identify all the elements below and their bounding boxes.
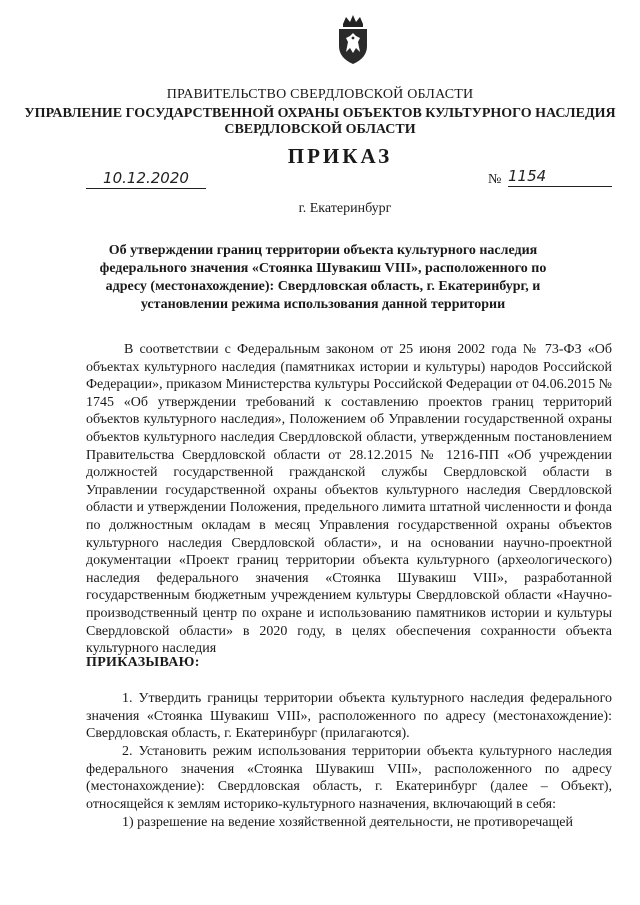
government-name: ПРАВИТЕЛЬСТВО СВЕРДЛОВСКОЙ ОБЛАСТИ — [166, 87, 474, 102]
order-subitem-1: 1) разрешение на ведение хозяйственной деятельности, не противоречащей — [122, 815, 573, 830]
date-underline — [86, 188, 206, 189]
preamble-paragraph: В соответствии с Федеральным законом от 25 июня 2002 года № 73-ФЗ «Об объектах культурного наследия (памятниках истории и культуры) народов Российской Федерации», приказом Министерства культуры Российской Федерации от 04.06.2015 № 1745 «Об утверждении требований к составлению проектов границ территорий объектов культурного наследия», Положением об Управлении государственной охраны объектов культурного наследия Свердловской области, утвержденным постановлением Правительства Свердловской области от 28.12.2015 № 1216-ПП «Об учреждении должностей государственной гражданской службы Свердловской области в Управлении государственной охраны объектов культурного наследия Свердловской области и утверждении Положения, предельного лимита штатной численности и фонда по должностным окладам в месяц Управления государственной охраны объектов культурного наследия Свердловской области», и на основании научно-проектной документации «Проект границ территории объекта культурного (археологического) наследия федерального значения «Стоянка Шувакиш VIII», разработанной государственным бюджетным учреждением культуры Свердловской области «Научно-производственный центр по охране и использованию памятников истории и культуры Свердловской области» в 2020 году, в целях обеспечения сохранности объекта культурного наследия — [86, 342, 612, 657]
department-line-1: УПРАВЛЕНИЕ ГОСУДАРСТВЕННОЙ ОХРАНЫ ОБЪЕКТОВ КУЛЬТУРНОГО НАСЛЕДИЯ — [24, 106, 616, 121]
order-date: 10.12.2020 — [103, 169, 189, 187]
document-title: ПРИКАЗ — [287, 144, 393, 168]
department-name — [0, 106, 640, 138]
order-item-2: 2. Установить режим использования территории объекта культурного наследия федерального значения «Стоянка Шувакиш VIII», расположенного по адресу (местонахождение): Свердловская область, г. Екатеринбург (далее – Объект), относящейся к землям историко-культурного назначения, включающий в себя: — [86, 744, 612, 812]
order-subject: Об утверждении границ территории объекта культурного наследия федерального значения «Стоянка Шувакиш VIII», расположенного по адресу (местонахождение): Свердловская область, г. Екатеринбург, и установлении режима использования данной территории — [99, 243, 547, 312]
order-directive-word: ПРИКАЗЫВАЮ: — [86, 655, 200, 670]
number-underline — [508, 186, 612, 187]
order-number-label: № — [488, 172, 502, 187]
city: г. Екатеринбург — [298, 201, 392, 216]
order-item-1: 1. Утвердить границы территории объекта культурного наследия федерального значения «Стоянка Шувакиш VIII», расположенного по адресу (местонахождение): Свердловская область, г. Екатеринбург (прилагаются). — [86, 691, 612, 742]
department-line-2: СВЕРДЛОВСКОЙ ОБЛАСТИ — [224, 122, 416, 137]
coat-of-arms-icon — [333, 14, 373, 66]
order-number: 1154 — [508, 167, 547, 185]
